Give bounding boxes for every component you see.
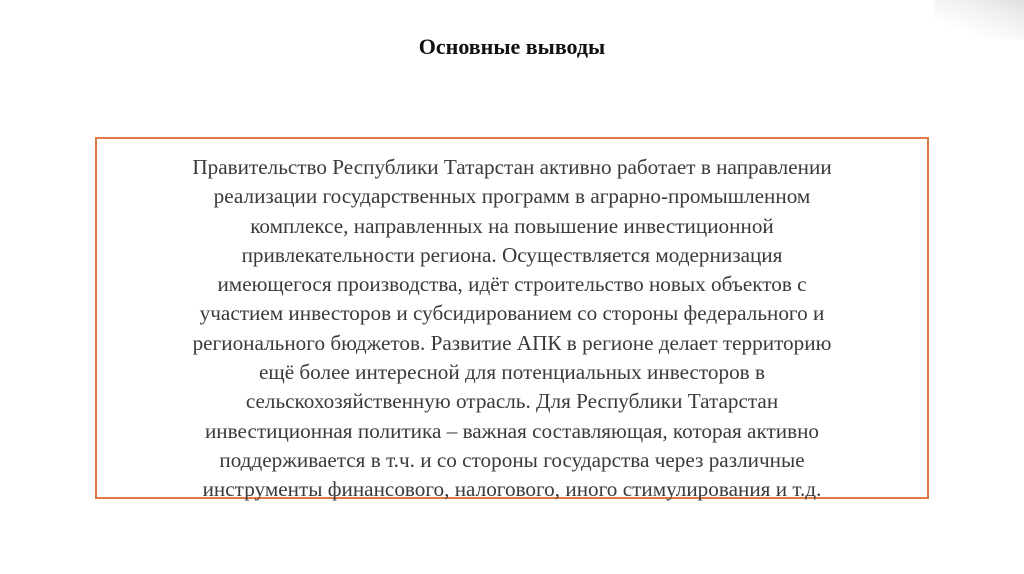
paragraph-line: регионального бюджетов. Развитие АПК в регионе делает территорию <box>192 330 832 355</box>
paragraph-line: комплексе, направленных на повышение инвестиционной <box>250 213 774 238</box>
paragraph-line: имеющегося производства, идёт строительство новых объектов с <box>217 272 807 297</box>
paragraph-line: сельскохозяйственную отрасль. Для Республики Татарстан <box>245 389 779 414</box>
paragraph-line: участием инвесторов и субсидированием со стороны федерального и <box>199 301 825 326</box>
slide-title: Основные выводы <box>418 34 606 59</box>
paragraph-line: поддерживается в т.ч. и со стороны государства через различные <box>219 447 805 472</box>
paragraph-line: привлекательности региона. Осуществляется модернизация <box>241 242 783 267</box>
paragraph-line: инвестиционная политика – важная составляющая, которая активно <box>204 418 820 443</box>
paragraph-line: ещё более интересной для потенциальных инвесторов в <box>258 360 765 385</box>
conclusions-paragraph <box>107 153 917 505</box>
paragraph-line: реализации государственных программ в аграрно-промышленном <box>213 184 811 209</box>
paragraph-line: Правительство Республики Татарстан активно работает в направлении <box>192 155 832 179</box>
paragraph-line: инструменты финансового, налогового, иного стимулирования и т.д. <box>202 477 822 502</box>
conclusions-text-box <box>95 137 929 502</box>
